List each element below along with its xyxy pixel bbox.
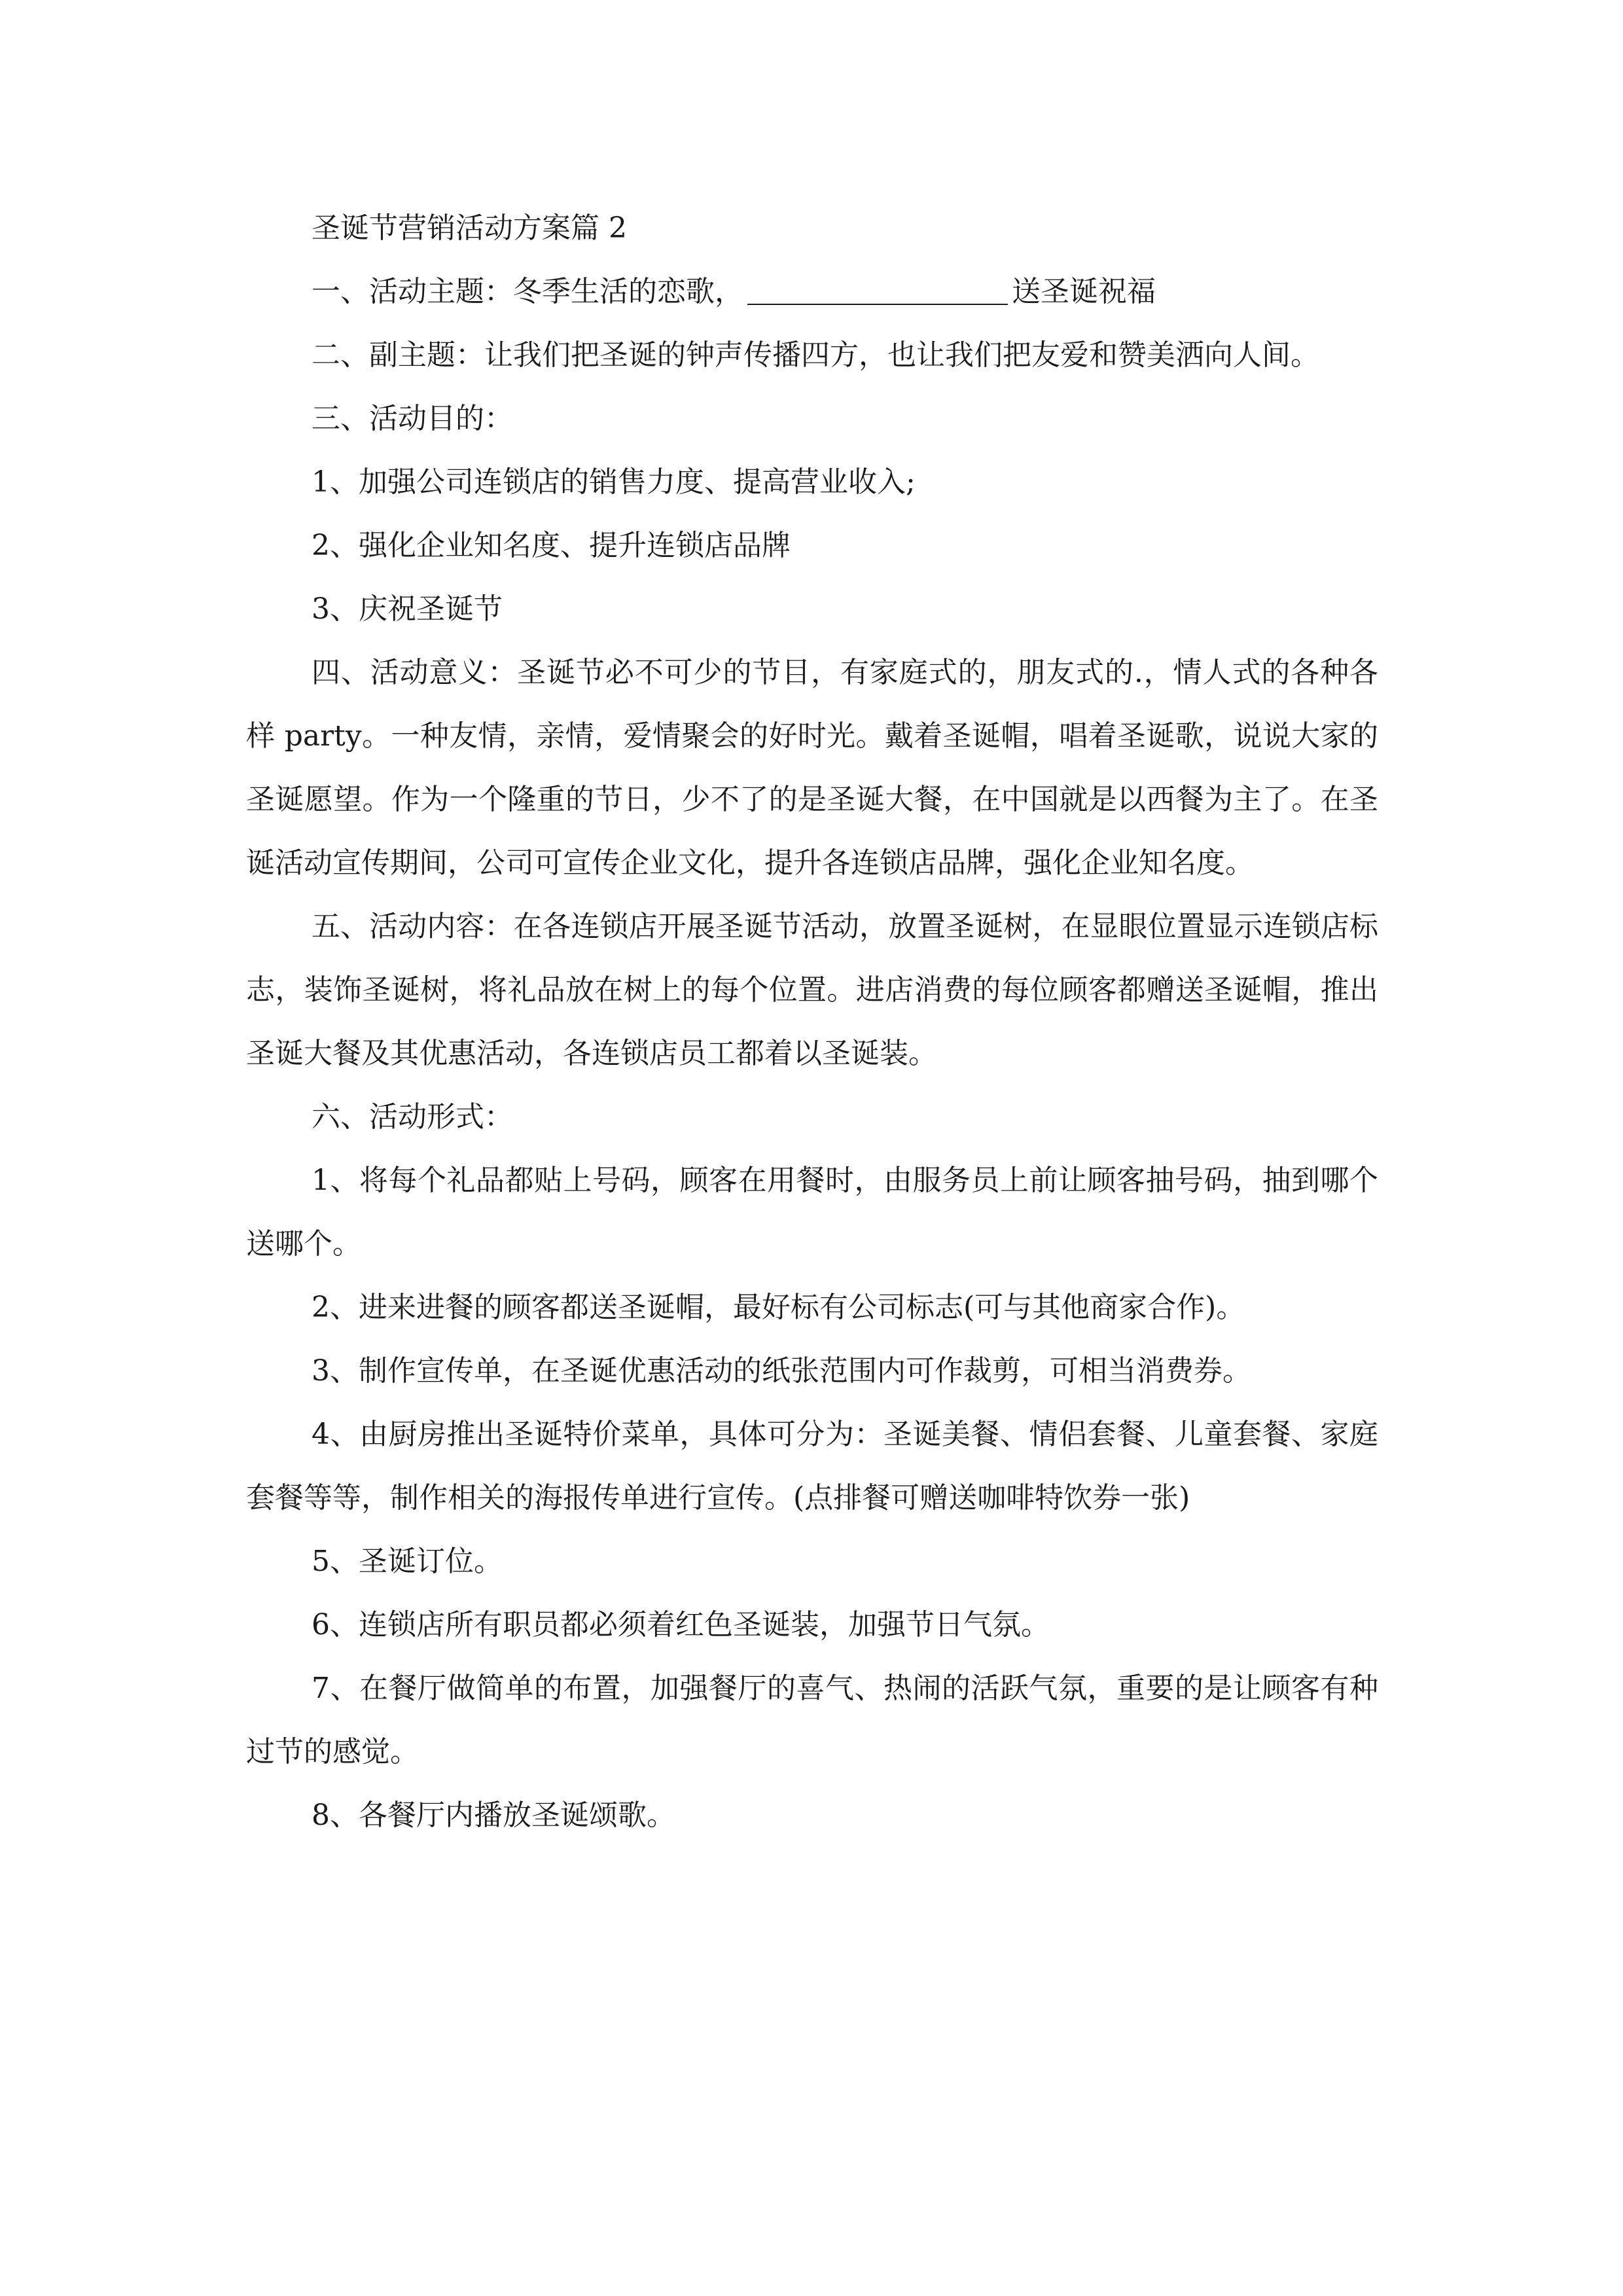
content-paragraph: 五、活动内容：在各连锁店开展圣诞节活动，放置圣诞树，在显眼位置显示连锁店标志，装饰圣诞树，将礼品放在树上的每个位置。进店消费的每位顾客都赠送圣诞帽，推出圣诞大餐及其优惠活动，各连锁店员工都着以圣诞装。 bbox=[246, 910, 1378, 1070]
document-title: 圣诞节营销活动方案篇 2 bbox=[312, 211, 627, 245]
theme-blank-underline bbox=[747, 275, 1008, 305]
form-item: 7、在餐厅做简单的布置，加强餐厅的喜气、热闹的活跃气氛，重要的是让顾客有种过节的感觉。 bbox=[246, 1672, 1378, 1768]
form-item: 8、各餐厅内播放圣诞颂歌。 bbox=[312, 1799, 675, 1832]
form-item: 6、连锁店所有职员都必须着红色圣诞装，加强节日气氛。 bbox=[312, 1608, 1050, 1641]
form-item: 3、制作宣传单，在圣诞优惠活动的纸张范围内可作裁剪，可相当消费券。 bbox=[312, 1354, 1251, 1388]
purpose-item: 1、加强公司连锁店的销售力度、提高营业收入; bbox=[312, 465, 916, 499]
purpose-item: 3、庆祝圣诞节 bbox=[312, 592, 503, 626]
significance-paragraph: 四、活动意义：圣诞节必不可少的节目，有家庭式的，朋友式的.，情人式的各种各样 party。一种友情，亲情，爱情聚会的好时光。戴着圣诞帽，唱着圣诞歌，说说大家的圣诞愿望。作为一个隆重的节日，少不了的是圣诞大餐，在中国就是以西餐为主了。在圣诞活动宣传期间，公司可宣传企业文化，提升各连锁店品牌，强化企业知名度。 bbox=[246, 656, 1378, 880]
theme-prefix: 一、活动主题：冬季生活的恋歌， bbox=[312, 275, 743, 308]
purpose-heading: 三、活动目的： bbox=[312, 402, 513, 435]
form-item: 1、将每个礼品都贴上号码，顾客在用餐时，由服务员上前让顾客抽号码，抽到哪个送哪个。 bbox=[246, 1164, 1378, 1261]
form-item: 5、圣诞订位。 bbox=[312, 1545, 503, 1578]
theme-suffix: 送圣诞祝福 bbox=[1012, 275, 1156, 308]
subtheme-paragraph: 二、副主题：让我们把圣诞的钟声传播四方，也让我们把友爱和赞美洒向人间。 bbox=[312, 338, 1319, 372]
form-item: 2、进来进餐的顾客都送圣诞帽，最好标有公司标志(可与其他商家合作)。 bbox=[312, 1291, 1245, 1324]
form-heading: 六、活动形式： bbox=[312, 1100, 513, 1134]
purpose-item: 2、强化企业知名度、提升连锁店品牌 bbox=[312, 529, 791, 562]
document-body bbox=[246, 196, 1378, 1847]
form-item: 4、由厨房推出圣诞特价菜单，具体可分为：圣诞美餐、情侣套餐、儿童套餐、家庭套餐等等，制作相关的海报传单进行宣传。(点排餐可赠送咖啡特饮券一张) bbox=[246, 1418, 1378, 1515]
theme-line bbox=[246, 260, 1378, 323]
